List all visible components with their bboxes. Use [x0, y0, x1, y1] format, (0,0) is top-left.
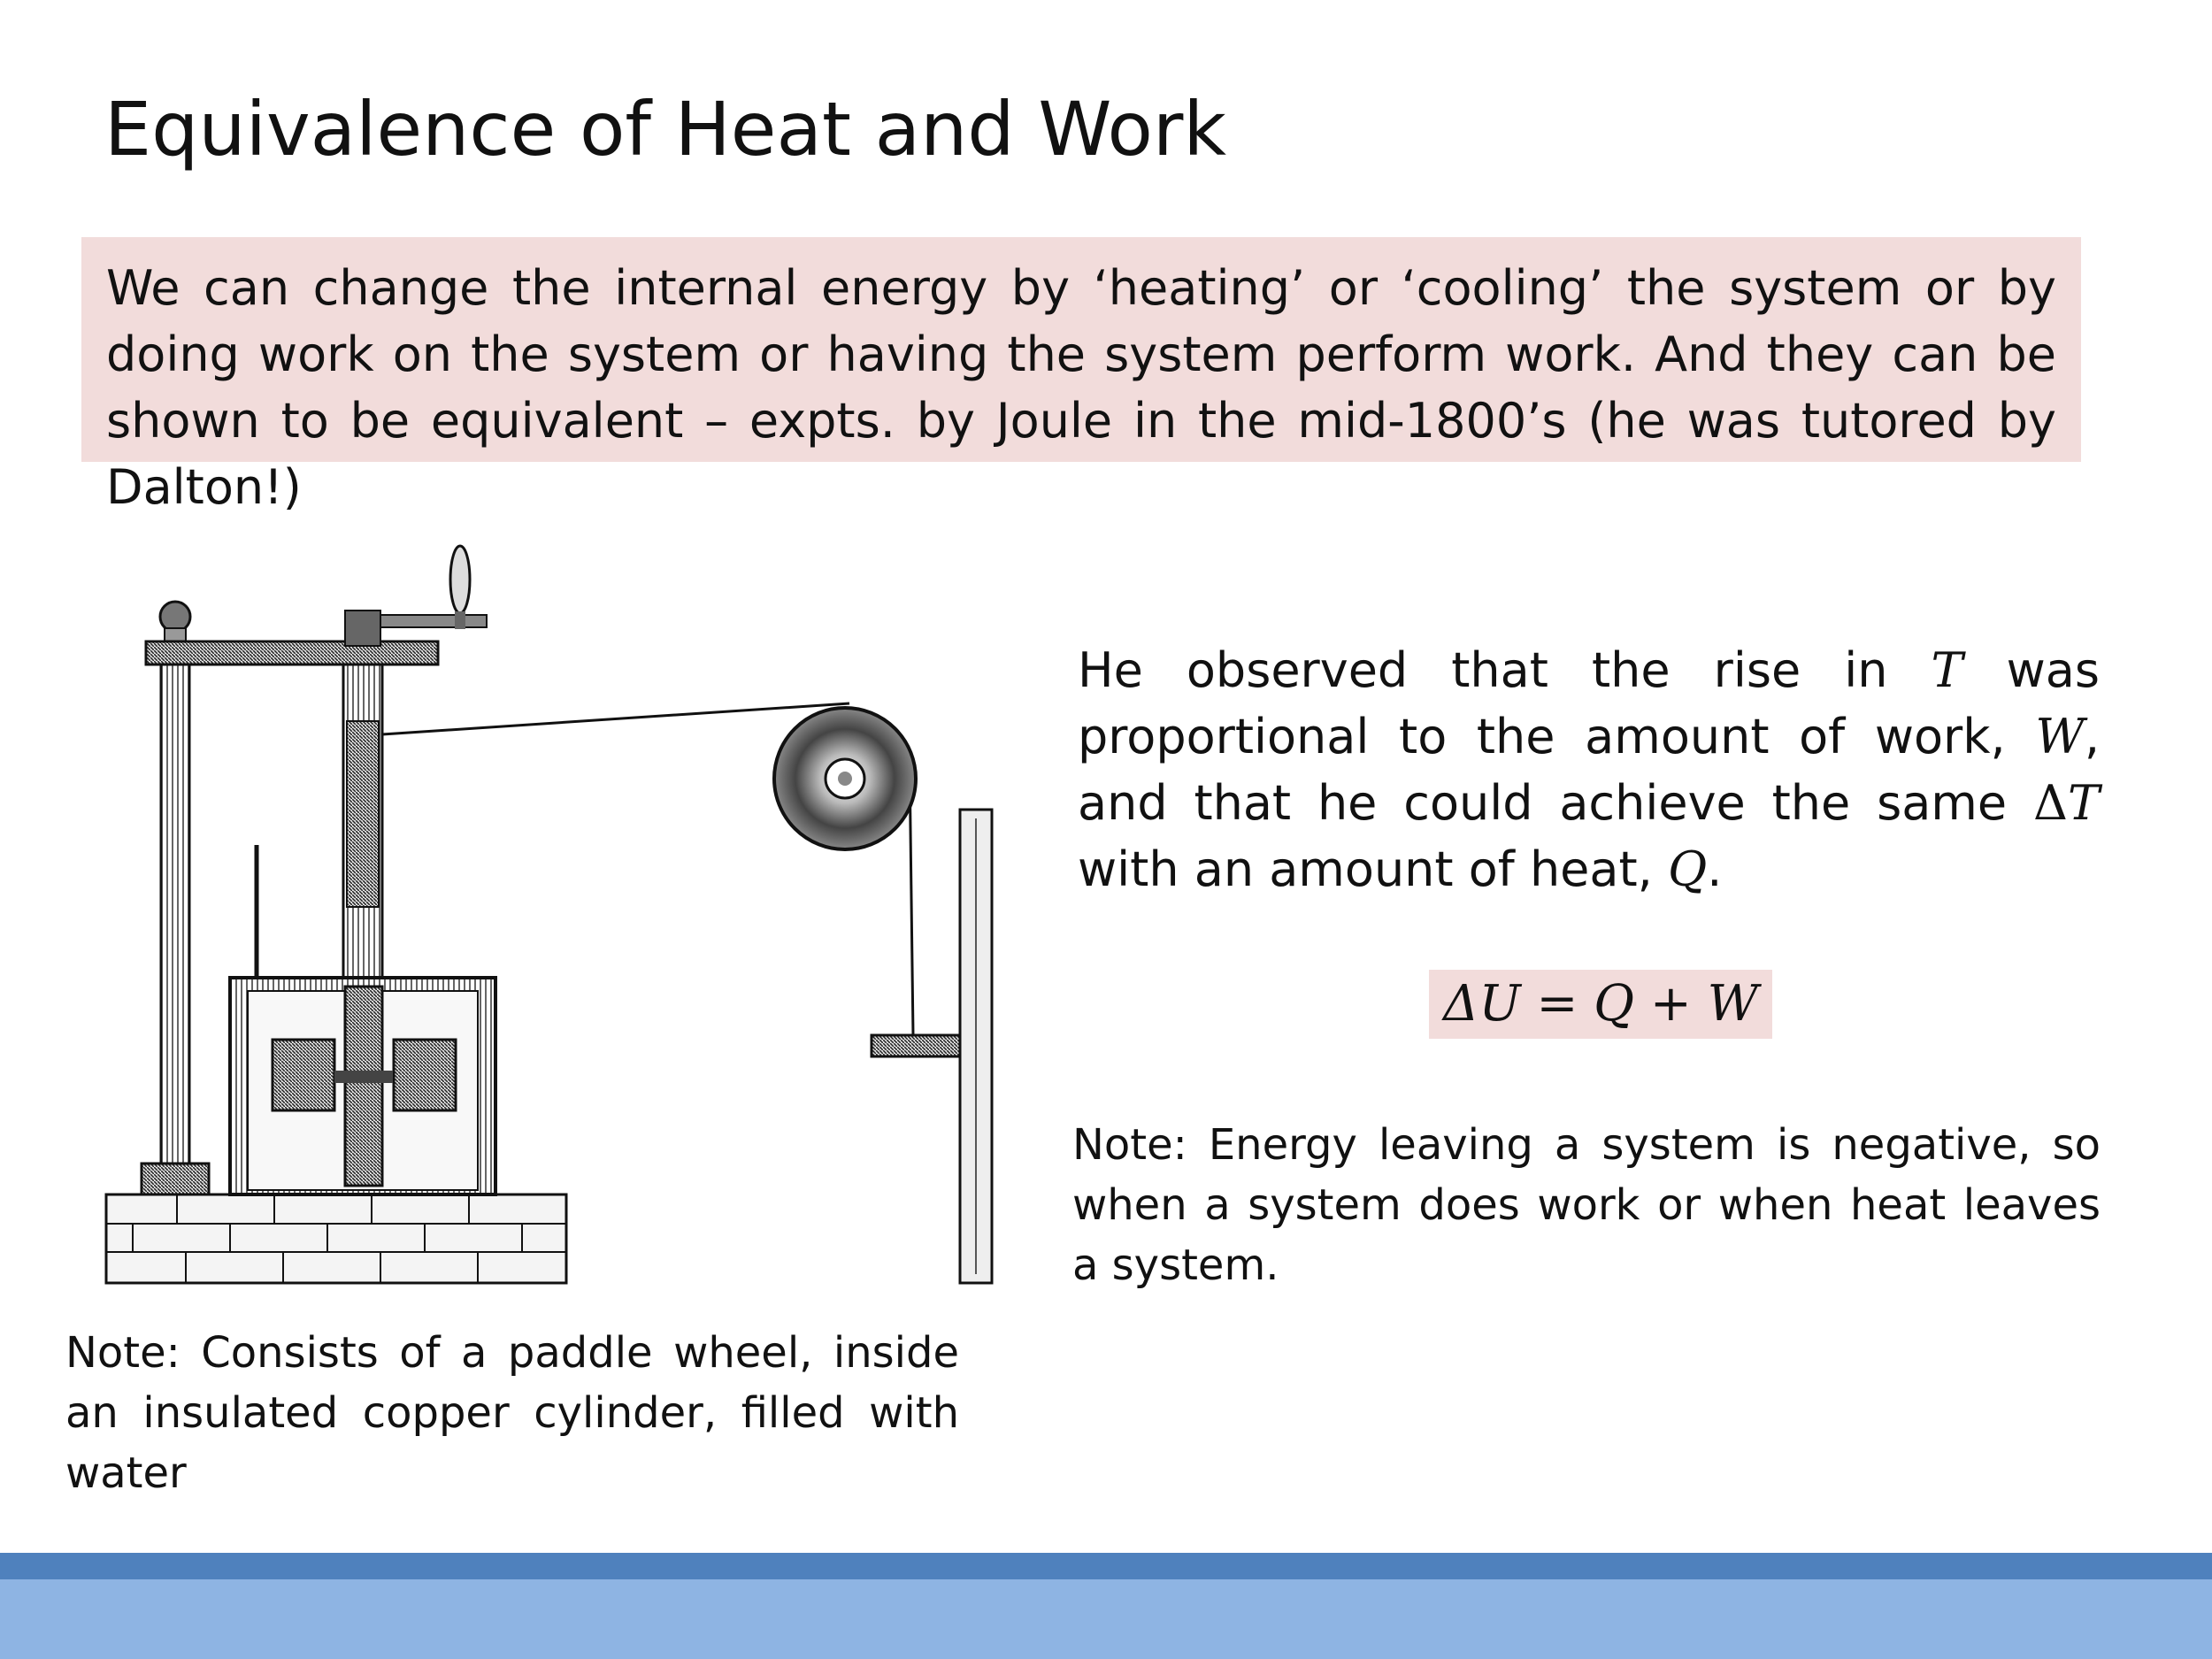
crank-handle	[345, 546, 487, 646]
support-column	[142, 602, 209, 1194]
pulley	[774, 708, 916, 849]
intro-text-box: We can change the internal energy by ‘heating’ or ‘cooling’ the system or by doing work on the system or having the system perform work. And they can be shown to be equivalent – expts. by Joule in the mid-1800’s (he was tutored by Dalton!)	[81, 237, 2081, 462]
first-law-equation: ΔU = Q + W	[1429, 970, 1772, 1039]
observation-text-4: with an amount of heat,	[1078, 841, 1668, 897]
variable-heat: Q	[1667, 841, 1708, 897]
sign-convention-note: Note: Energy leaving a system is negative, so when a system does work or when heat leaves a system.	[1072, 1120, 2101, 1290]
brick-base	[106, 1194, 566, 1283]
variable-work: W	[2035, 709, 2085, 764]
delta-symbol: Δ	[2032, 775, 2068, 831]
apparatus-caption: Note: Consists of a paddle wheel, inside an insulated copper cylinder, filled with water	[65, 1328, 959, 1498]
falling-weight	[872, 1035, 960, 1056]
observation-text-5: .	[1707, 841, 1723, 897]
joule-apparatus-illustration	[97, 544, 1009, 1287]
footer-stripe-light	[0, 1579, 2212, 1659]
observation-text-2: was proportional to the amount of work,	[1078, 642, 2101, 764]
observation-text-3: , and that he could achieve the same	[1078, 709, 2100, 831]
footer-stripe-dark	[0, 1553, 2212, 1579]
observation-paragraph	[1078, 637, 2100, 902]
variable-temperature-change: T	[2067, 775, 2100, 831]
insulated-vessel	[230, 978, 495, 1194]
measuring-scale	[960, 810, 992, 1283]
crossbar	[146, 641, 438, 664]
observation-text-1: He observed that the rise in	[1078, 642, 1932, 698]
slide-title: Equivalence of Heat and Work	[104, 86, 1227, 173]
variable-temperature: T	[1931, 642, 1963, 698]
